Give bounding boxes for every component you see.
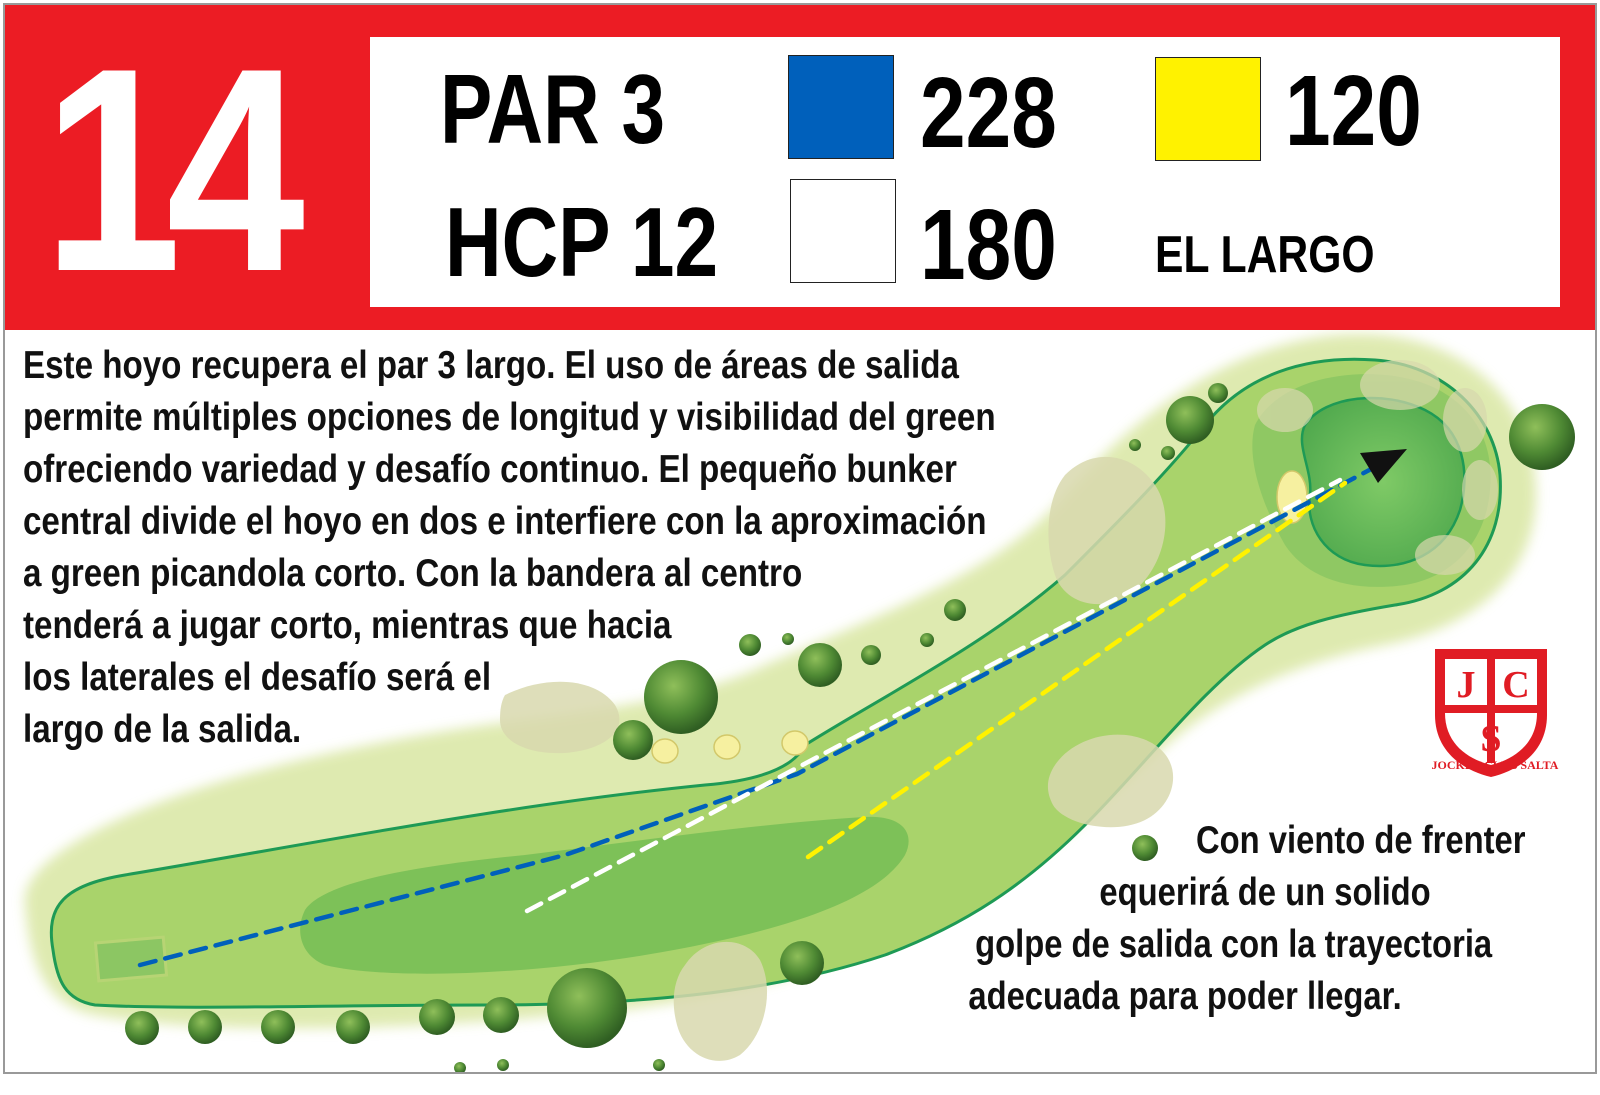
logo-letter: C [1502,664,1530,706]
logo-letter: S [1480,718,1502,760]
blue-tee-swatch [788,55,894,159]
description-line: Este hoyo recupera el par 3 largo. El uso de áreas de salida [23,344,959,387]
tree-icon [188,1010,222,1044]
sand-hollow [1443,388,1487,452]
wind-note-line: equerirá de un solido [1099,871,1431,914]
tree-icon [1166,396,1214,444]
hole-card [3,3,1597,1074]
wind-note-line: golpe de salida con la trayectoria [975,923,1493,966]
yellow-tee-swatch [1155,57,1261,161]
description-line: permite múltiples opciones de longitud y visibilidad del green [23,396,996,439]
hole-info-panel [370,37,1560,307]
tree-icon [483,997,519,1033]
wind-note-line: Con viento de frenter [1196,819,1526,862]
sand-hollow [1257,388,1313,432]
tree-icon [497,1059,509,1071]
tree-icon [1208,383,1228,403]
tree-icon [336,1010,370,1044]
logo-letter: J [1456,664,1476,706]
hole-name: EL LARGO [1155,226,1375,284]
description-line: largo de la salida. [23,708,302,751]
description-line: ofreciendo variedad y desafío continuo. El pequeño bunker [23,448,957,491]
tree-icon [1129,439,1141,451]
hole-number: 14 [43,8,290,332]
tree-icon [125,1011,159,1045]
description-line: a green picandola corto. Con la bandera al centro [23,552,803,595]
tree-icon [419,999,455,1035]
description-line: tenderá a jugar corto, mientras que hacia [23,604,672,647]
blue-tee-yardage: 228 [920,57,1057,169]
description-line: central divide el hoyo en dos e interfiere con la aproximación [23,500,987,543]
par-label: PAR 3 [440,54,666,164]
wind-note-line: adecuada para poder llegar. [968,975,1402,1018]
wind-note [965,815,1525,1023]
tree-icon [1509,404,1575,470]
handicap-label: HCP 12 [445,187,719,297]
white-tee-yardage: 180 [920,189,1057,301]
hole-description [23,340,996,756]
yellow-tee-yardage: 120 [1285,55,1422,167]
sand-hollow [1462,460,1498,520]
tree-icon [261,1010,295,1044]
hole-header [5,5,1595,330]
sand-hollow [1360,360,1440,410]
description-line: los laterales el desafío será el [23,656,492,699]
white-tee-swatch [790,179,896,283]
tree-icon [653,1059,665,1071]
logo-caption: JOCKEY CLUB SALTA [1431,758,1559,772]
sand-hollow [1415,535,1475,575]
tree-icon [454,1062,466,1074]
tree-icon [780,941,824,985]
tree-icon [547,968,627,1048]
tree-icon [1161,446,1175,460]
